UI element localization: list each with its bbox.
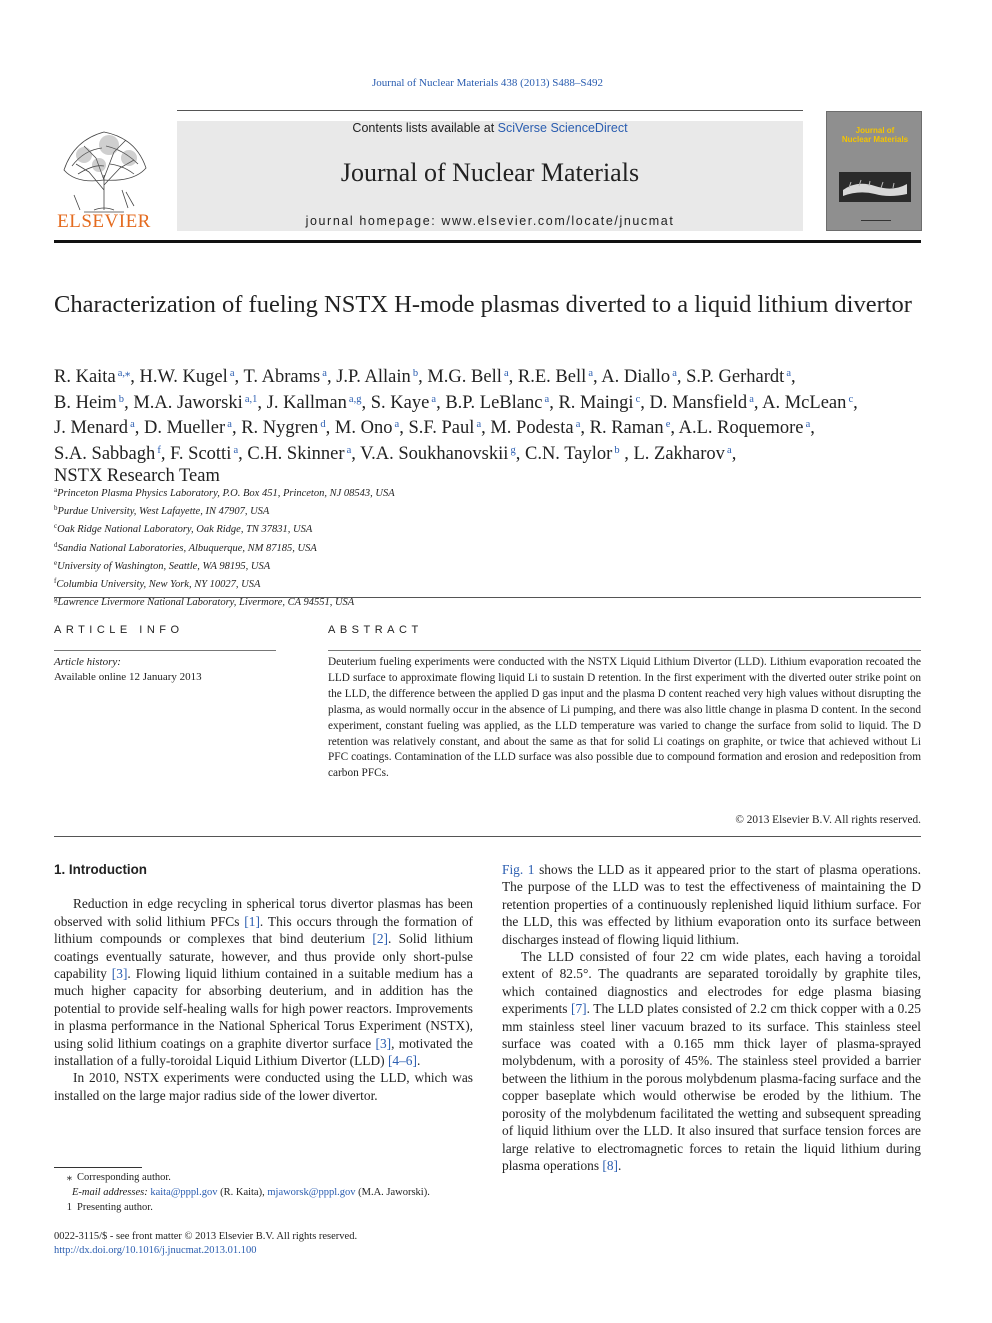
- affiliation-list: [54, 483, 654, 610]
- affiliation-key: a: [54, 486, 58, 494]
- cover-footer-line: [861, 220, 891, 221]
- author-affiliation-marker[interactable]: a: [127, 419, 135, 431]
- paragraph-text: shows the LLD as it appeared prior to the start of plasma operations. The purpose of the LLD was to test the effectiveness of maintaining the D retention properties of a continuously replenished liquid lithium surface. For the LLD, this was effected by lithium evaporation onto its surface between discharges instead of flowing liquid lithium.: [502, 862, 921, 947]
- author-affiliation-marker[interactable]: e: [663, 419, 671, 431]
- author-affiliation-marker[interactable]: b: [612, 445, 620, 457]
- author-name[interactable]: D. Mansfield: [649, 392, 748, 413]
- author-name[interactable]: C.H. Skinner: [247, 444, 345, 465]
- author-affiliation-marker[interactable]: g: [508, 445, 516, 457]
- author-affiliation-marker[interactable]: a: [320, 368, 327, 379]
- affiliation-key: e: [54, 558, 58, 567]
- author-name[interactable]: M. Podesta: [490, 418, 574, 439]
- author-name[interactable]: D. Mueller: [144, 418, 226, 439]
- body-column-right: [502, 861, 921, 1174]
- homepage-url[interactable]: www.elsevier.com/locate/jnucmat: [441, 214, 675, 228]
- citation-link[interactable]: [8]: [602, 1157, 619, 1173]
- affiliation-text: University of Washington, Seattle, WA 98195, USA: [57, 560, 271, 572]
- body-column-left: [54, 861, 473, 1104]
- abstract-heading: ABSTRACT: [328, 624, 423, 636]
- corresponding-author-note: [54, 1170, 494, 1185]
- sciencedirect-link[interactable]: SciVerse ScienceDirect: [497, 121, 628, 135]
- author-name[interactable]: R. Kaita: [54, 367, 116, 387]
- author-affiliation-marker[interactable]: c: [846, 393, 854, 405]
- author-name[interactable]: H.W. Kugel: [139, 367, 228, 387]
- affiliation-item: [54, 538, 654, 556]
- author-affiliation-marker[interactable]: f: [155, 445, 161, 457]
- abstract-bottom-rule: [54, 836, 921, 837]
- journal-cover-thumbnail[interactable]: [826, 111, 922, 231]
- affiliation-key: g: [54, 595, 58, 604]
- paragraph-text: . Flowing liquid lithium contained in a suitable medium has a much higher capacity for absorbing deuterium, and in addition has the potential to provide self-healing walls for high power reactors. Improvements in plasma performance in the National Spherical Torus Experiment (NSTX), using solid lithium coatings on a graphite divertor surface: [54, 966, 473, 1051]
- author-affiliation-marker[interactable]: a: [573, 419, 581, 431]
- journal-reference[interactable]: Journal of Nuclear Materials 438 (2013) S488–S492: [372, 77, 603, 89]
- citation-link[interactable]: [1]: [244, 913, 260, 929]
- cover-title: [835, 126, 915, 144]
- author-name[interactable]: M. Ono: [334, 418, 393, 439]
- author-name[interactable]: M.G. Bell: [427, 367, 502, 387]
- affiliation-text: Purdue University, West Lafayette, IN 47907, USA: [57, 506, 270, 518]
- author-name[interactable]: R. Nygren: [241, 418, 319, 439]
- email-label: E-mail addresses:: [72, 1187, 148, 1198]
- author-affiliation-marker[interactable]: a,⁎: [115, 368, 131, 379]
- affiliation-text: Sandia National Laboratories, Albuquerque, NM 87185, USA: [57, 542, 317, 554]
- citation-link[interactable]: [7]: [571, 1001, 587, 1017]
- author-affiliation-marker[interactable]: a: [474, 419, 482, 431]
- paragraph-text: .: [416, 1053, 421, 1069]
- affiliation-text: Columbia University, New York, NY 10027, USA: [56, 579, 261, 591]
- doi-link[interactable]: http://dx.doi.org/10.1016/j.jnucmat.2013.01.100: [54, 1245, 257, 1256]
- author-name[interactable]: B.P. LeBlanc: [445, 392, 543, 413]
- contents-line: [177, 121, 803, 135]
- paragraph-text: Reduction in edge recycling in spherical torus divertor plasmas has been observed with solid lithium PFCs: [54, 896, 473, 929]
- author-list: R. Kaita $^{a,⁎}$, H.W. Kugel $^a$, T. Abrams $^a$, J.P. Allain $^b$, M.G. Bell $^a$, R.E. Bell $^a$, A. Diallo $^a$, S.P. Gerhardt $^a$, B. Heim $^b$, M.A. Jaworski $^{a,1}$, J. Kallman $^{a,g}$, S. Kaye $^a$, B.P. LeBlanc $^a$, R. Maingi $^c$, D. Mansfield $^a$, A. McLean $^c$, J. Menard $^a$, D. Mueller $^a$, R. Nygren $^d$, M. Ono $^a$, S.F. Paul $^a$, M. Podesta $^a$, R. Raman $^e$, A.L. Roquemore $^a$, S.A. Sabbagh $^f$, F. Scotti $^a$, C.H. Skinner $^a$, V.A. Soukhanovskii $^g$, C.N. Taylor $^b$ , L. Zakharov $^a$, NSTX Research Team: [54, 367, 858, 486]
- contents-prefix: Contents lists available at: [352, 121, 498, 135]
- affiliation-rule: [54, 597, 921, 598]
- citation-link[interactable]: [4–6]: [387, 1053, 417, 1069]
- citation-link[interactable]: [3]: [375, 1035, 392, 1051]
- author-name[interactable]: J. Kallman: [266, 392, 347, 413]
- footnote-mark: 1: [66, 1202, 72, 1213]
- author-name[interactable]: R. Maingi: [558, 392, 634, 413]
- body-paragraph: [54, 1069, 473, 1104]
- affiliation-text: Oak Ridge National Laboratory, Oak Ridge, TN 37831, USA: [57, 524, 313, 536]
- author-affiliation-marker[interactable]: a: [586, 368, 594, 379]
- paragraph-text: . This occurs through the formation of lithium compounds or complexes that bind deuterium: [54, 913, 474, 947]
- cover-title-line-1: Journal of: [855, 126, 895, 135]
- citation-link[interactable]: [2]: [372, 931, 388, 947]
- homepage-prefix: journal homepage:: [305, 214, 442, 228]
- article-history: [54, 655, 202, 685]
- citation-link[interactable]: Fig. 1: [502, 862, 535, 877]
- article-history-label: Article history:: [54, 656, 121, 668]
- author-affiliation-marker[interactable]: a: [392, 419, 400, 431]
- citation-link[interactable]: [3]: [111, 966, 128, 982]
- presenting-author-note: [54, 1200, 494, 1215]
- abstract-rule: [328, 650, 921, 651]
- author-affiliation-marker[interactable]: c: [633, 393, 641, 405]
- author-affiliation-marker[interactable]: a: [803, 419, 811, 431]
- author-name[interactable]: S.A. Sabbagh: [54, 444, 156, 465]
- affiliation-item: [54, 556, 654, 574]
- abstract-text: Deuterium fueling experiments were conducted with the NSTX Liquid Lithium Divertor (LLD). Lithium evaporation recoated the LLD surface to approximate flowing liquid Li to sustain D retention. In the first experiment with the diverted outer strike point on the LLD, the difference between the applied D gas input and the plasma D content reached very high values without disrupting the plasma, as would normally occur in the absence of Li pumping, and there was also little change in plasma D content. In the second experiment, constant fueling was applied, as the LLD temperature was varied to change the surface from solid to liquid. The D retention was relatively constant, and about the same as that for solid Li coatings on graphite, or twice that achieved without Li PFC coatings. Contamination of the LLD surface was also possible due to compound formation and erosion and redeposition from carbon PFCs.: [328, 656, 921, 780]
- article-info-heading: ARTICLE INFO: [54, 624, 184, 636]
- author-affiliation-marker[interactable]: a: [747, 393, 754, 405]
- footnote-rule: [54, 1167, 142, 1168]
- author-affiliation-marker[interactable]: a,1: [242, 393, 258, 405]
- email-link-kaita[interactable]: kaita@pppl.gov: [150, 1187, 218, 1198]
- author-name[interactable]: S.F. Paul: [408, 418, 475, 439]
- author-affiliation-marker[interactable]: a: [724, 445, 732, 457]
- author-affiliation-marker[interactable]: a: [542, 393, 550, 405]
- email-name-1: (R. Kaita),: [217, 1187, 268, 1198]
- available-online-date: Available online 12 January 2013: [54, 671, 202, 683]
- email-note: [54, 1185, 494, 1200]
- author-name[interactable]: J.P. Allain: [336, 367, 411, 387]
- header-rule: [177, 110, 803, 111]
- author-name[interactable]: A. McLean: [762, 392, 847, 413]
- affiliation-item: [54, 483, 654, 501]
- affiliation-item: [54, 574, 654, 592]
- author-affiliation-marker[interactable]: a,g: [346, 393, 362, 405]
- affiliation-item: [54, 519, 654, 537]
- author-name[interactable]: S.P. Gerhardt: [686, 367, 785, 387]
- footnote-mark: ⁎: [66, 1172, 72, 1183]
- footnotes: [54, 1170, 494, 1215]
- author-name[interactable]: L. Zakharov: [633, 444, 725, 465]
- author-name[interactable]: A. Diallo: [601, 367, 671, 387]
- paragraph-text: , motivated the installation of a fully-toroidal Liquid Lithium Divertor (LLD): [54, 1035, 473, 1069]
- affiliation-item: [54, 592, 654, 610]
- author-affiliation-marker[interactable]: a: [429, 393, 437, 405]
- corresponding-author-text: Corresponding author.: [77, 1172, 171, 1183]
- author-name[interactable]: S. Kaye: [370, 392, 430, 413]
- bottom-info: [54, 1230, 357, 1258]
- abstract-copyright: © 2013 Elsevier B.V. All rights reserved.: [735, 814, 921, 826]
- author-name[interactable]: NSTX Research Team: [54, 465, 220, 486]
- author-affiliation-marker[interactable]: a: [501, 368, 509, 379]
- author-affiliation-marker[interactable]: a: [227, 368, 235, 379]
- author-name[interactable]: F. Scotti: [170, 444, 232, 465]
- author-name[interactable]: C.N. Taylor: [524, 444, 613, 465]
- affiliation-item: [54, 501, 654, 519]
- email-name-2: (M.A. Jaworski).: [355, 1187, 430, 1198]
- journal-homepage: [177, 214, 803, 228]
- paragraph-text: . Solid lithium coatings eventually saturate, however, and thus provide only short-pulse capability: [54, 931, 473, 982]
- journal-header-box: [177, 121, 803, 231]
- article-info-rule: [54, 650, 276, 651]
- author-name[interactable]: R.E. Bell: [517, 367, 587, 387]
- cover-image: [839, 172, 911, 202]
- affiliation-key: c: [54, 522, 58, 531]
- author-affiliation-marker[interactable]: a: [670, 368, 677, 379]
- paragraph-text: . The LLD plates consisted of 2.2 cm thick copper with a 0.25 mm stainless steel liner vacuum brazed to its surface. This stainless steel surface was coated with a 0.165 mm thick layer of plasma-sprayed molybdenum, with a porosity of 45%. The stainless steel provided a barrier between the lithium in the porous molybdenum plasma-facing surface and the copper baseplate which would otherwise be eroded by the lithium. The porosity of the molybdenum facilitated the wetting and subsequent spreading of liquid lithium over the LLD. It also insured that surface tension forces are large relative to electromagnetic forces to retain the liquid lithium during plasma operations: [502, 1001, 922, 1173]
- introduction-heading: 1. Introduction: [54, 862, 147, 877]
- body-paragraph: [502, 861, 921, 948]
- author-name[interactable]: B. Heim: [54, 392, 117, 413]
- author-affiliation-marker[interactable]: d: [318, 419, 326, 431]
- presenting-author-text: Presenting author.: [77, 1202, 153, 1213]
- author-affiliation-marker[interactable]: a: [344, 445, 352, 457]
- author-affiliation-marker[interactable]: a: [231, 445, 239, 457]
- affiliation-text: Lawrence Livermore National Laboratory, Livermore, CA 94551, USA: [57, 597, 355, 609]
- author-affiliation-marker[interactable]: a: [225, 419, 232, 431]
- affiliation-key: d: [54, 540, 58, 549]
- author-affiliation-marker[interactable]: b: [116, 393, 125, 405]
- publisher-name: ELSEVIER: [57, 211, 151, 232]
- author-affiliation-marker[interactable]: b: [410, 368, 419, 379]
- author-name[interactable]: J. Menard: [54, 418, 128, 439]
- author-name[interactable]: V.A. Soukhanovskii: [360, 444, 509, 465]
- paragraph-text: In 2010, NSTX experiments were conducted using the LLD, which was installed on the large major radius side of the lower divertor.: [54, 1070, 473, 1103]
- cover-title-line-2: Nuclear Materials: [841, 135, 909, 144]
- author-name[interactable]: R. Raman: [589, 418, 664, 439]
- body-paragraph: [502, 948, 921, 1174]
- header-thick-rule: [54, 240, 921, 243]
- paper-title: Characterization of fueling NSTX H-mode plasmas diverted to a liquid lithium divertor: [54, 291, 912, 318]
- email-link-jaworski[interactable]: mjaworsk@pppl.gov: [267, 1187, 356, 1198]
- affiliation-text: Princeton Plasma Physics Laboratory, P.O. Box 451, Princeton, NJ 08543, USA: [57, 488, 395, 499]
- paragraph-text: .: [618, 1157, 622, 1173]
- affiliation-key: f: [54, 577, 57, 586]
- issn-line: 0022-3115/$ - see front matter © 2013 Elsevier B.V. All rights reserved.: [54, 1231, 358, 1242]
- journal-title: Journal of Nuclear Materials: [340, 158, 640, 187]
- author-name[interactable]: A.L. Roquemore: [678, 418, 804, 439]
- author-name[interactable]: T. Abrams: [243, 367, 321, 387]
- body-paragraph: [54, 895, 473, 1069]
- paragraph-text: The LLD consisted of four 22 cm wide plates, each having a toroidal extent of 82.5°. The quadrants are separated toroidally by graphite tiles, which contained diagnostics and electrodes for edge plasma biasing experiments: [502, 949, 921, 1017]
- affiliation-key: b: [54, 504, 58, 513]
- author-name[interactable]: M.A. Jaworski: [133, 392, 243, 413]
- author-affiliation-marker[interactable]: a: [784, 368, 792, 379]
